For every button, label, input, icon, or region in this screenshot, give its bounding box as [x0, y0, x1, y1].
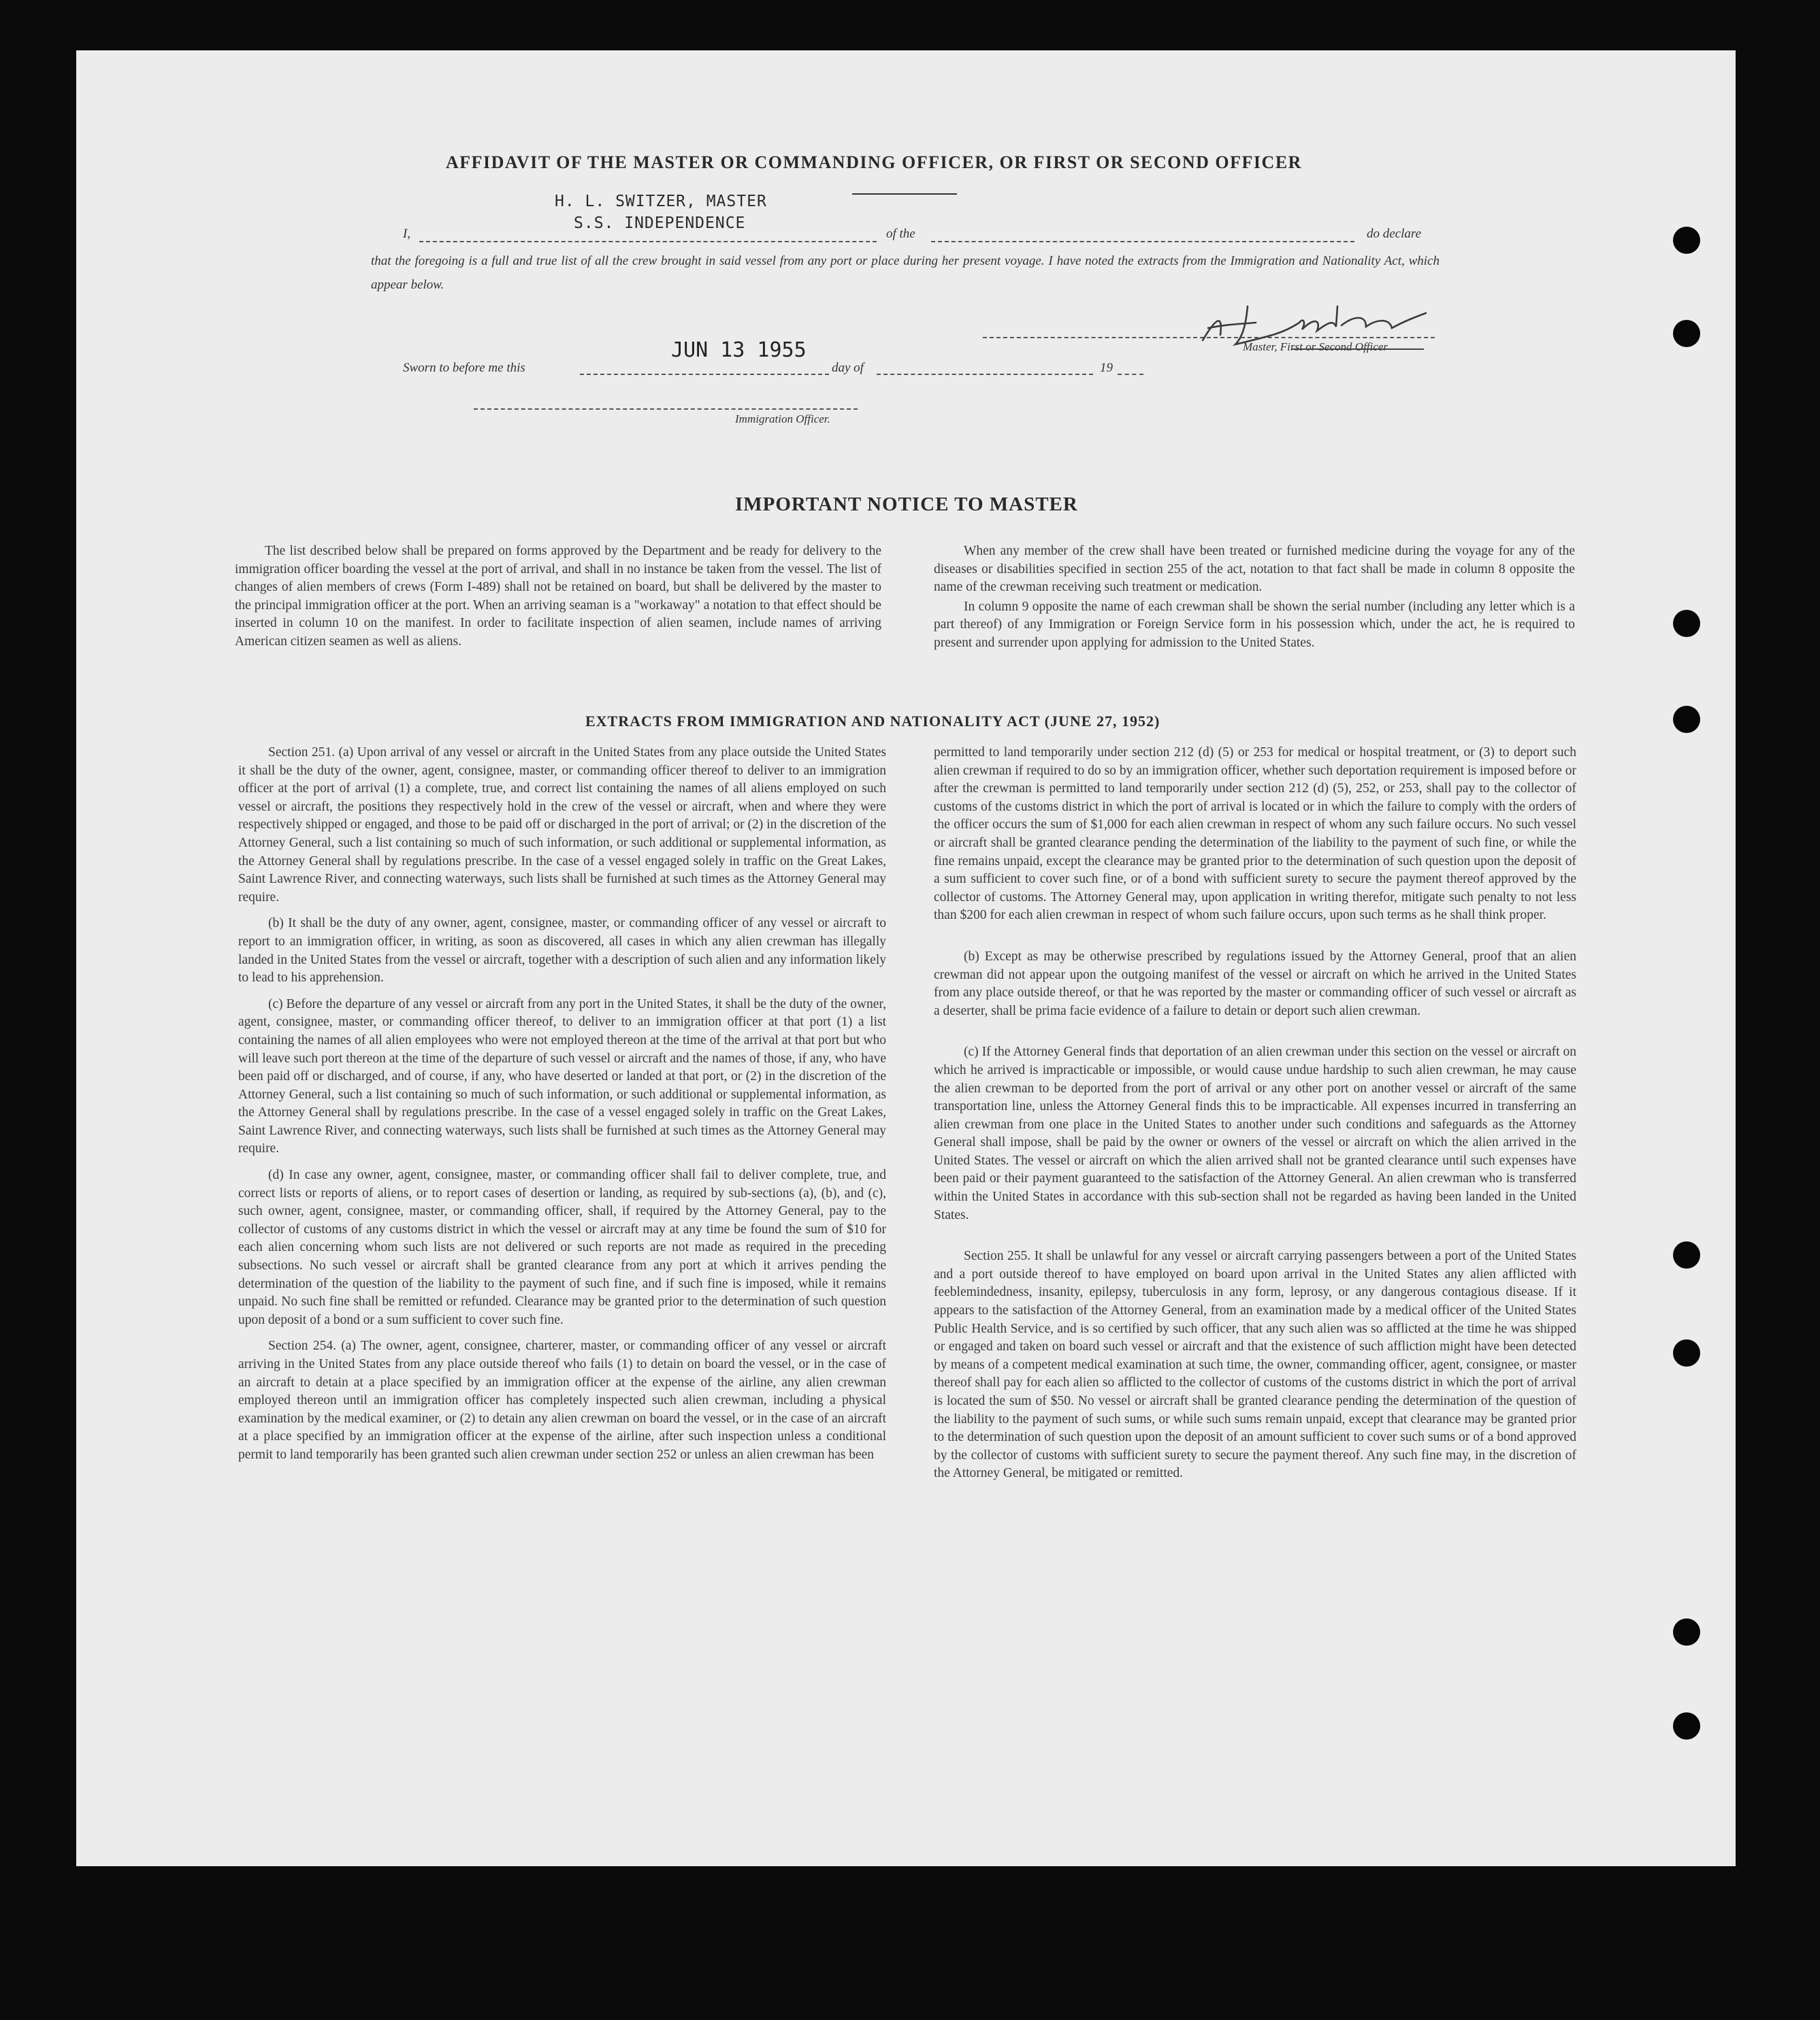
section-254-c: (c) If the Attorney General finds that deportation of an alien crewman under this section on the vessel or aircraft on which he arrived is impracticable or impossible, or would cause undue hardship to such alien crewman, he may cause the alien crewman to be deported from the port of arrival or any other port on another vessel or aircraft of the same transportation line, unless the Attorney General finds this to be impracticable. All expenses incurred in transferring an alien crewman from one place in the United States to another under such conditions and safeguards as the Attorney General shall impose, shall be paid by the owner or owners of the vessel or aircraft on which the alien arrived in the United States. The vessel or aircraft on which the alien arrived shall not be granted clearance until such expenses have been paid or their payment guaranteed to the satisfaction of the Attorney General. An alien crewman who is transferred within the United States in accordance with this sub-section shall not be regarded as having been landed in the United States.	[934, 1045, 1576, 1222]
notice-right-paragraph-1: When any member of the crew shall have been treated or furnished medicine during the voyage for any of the diseases or disabilities specified in section 255 of the act, notation to that fact shall be made in column 8 opposite the name of the crewman receiving such treatment or medication.	[934, 544, 1575, 595]
punch-hole	[1673, 1339, 1700, 1367]
notice-left-paragraph: The list described below shall be prepared on forms approved by the Department and be ready for delivery to the immigration officer boarding the vessel at the port of arrival, and shall in no instance be taken from the vessel. The list of changes of alien members of crews (Form I-489) shall not be retained on board, but shall be delivered by the master to the principal immigration officer at the port. When an arriving seaman is a "workaway" a notation to that effect should be inserted in column 10 on the manifest. In order to facilitate inspection of alien seamen, include names of arriving American citizen seamen as well as aliens.	[235, 544, 881, 649]
declaration-text: that the foregoing is a full and true list of all the crew brought in said vessel from any port or place during her present voyage. I have noted the extracts from the Immigration and Nationality Act, which appear below.	[371, 254, 1440, 292]
section-251-b: (b) It shall be the duty of any owner, agent, consignee, master, or commanding officer of any vessel or aircraft to report to an immigration officer, in writing, as soon as discovered, all cases in which any alien crewman has illegally landed in the United States from the vessel or aircraft, together with a description of such alien and any information likely to lead to his apprehension.	[238, 916, 886, 985]
punch-hole	[1673, 706, 1700, 733]
strikethrough-officer	[1292, 348, 1424, 350]
sworn-date-stamp: JUN 13 1955	[671, 338, 807, 362]
section-251-a: Section 251. (a) Upon arrival of any vessel or aircraft in the United States from any place outside the United States it shall be the duty of the owner, agent, consignee, master, or commanding officer thereof to deliver to an immigration officer at the port of arrival (1) a complete, true, and correct list containing the names of all aliens employed on such vessel or aircraft, the positions they respectively hold in the crew of the vessel or aircraft, when and where they were respectively shipped or engaged, and those to be paid off or discharged in the port of arrival; or (2) in the discretion of the Attorney General, such a list containing so much of such information, or such additional or supplemental information, as the Attorney General shall by regulations prescribe. In the case of a vessel engaged solely in traffic on the Great Lakes, Saint Lawrence River, and connecting waterways, such lists shall be furnished at such times as the Attorney General may require.	[238, 745, 886, 905]
notice-right-column	[934, 542, 1575, 661]
punch-hole	[1673, 610, 1700, 637]
typed-vessel-name: S.S. INDEPENDENCE	[574, 214, 746, 232]
officer-signature-line	[474, 408, 858, 410]
extracts-right-column	[934, 744, 1576, 1491]
day-of-label: day of	[832, 361, 864, 375]
typed-master-name: H. L. SWITZER, MASTER	[555, 193, 767, 210]
extracts-title: EXTRACTS FROM IMMIGRATION AND NATIONALITY ACT (JUNE 27, 1952)	[585, 713, 1160, 730]
section-254-a: Section 254. (a) The owner, agent, consignee, charterer, master, or commanding officer of any vessel or aircraft arriving in the United States from any place outside thereof who fails (1) to detain on board the vessel, or in the case of an aircraft to detain at a place specified by an immigration officer at the expense of the airline, any alien crewman employed thereon until an immigration officer has completely inspected such alien crewman, including a physical examination by the medical examiner, or (2) to detain any alien crewman on board the vessel, or in the case of an aircraft at a place specified by an immigration officer at the expense of the airline, after such inspection unless a conditional permit to land temporarily has been granted such alien crewman under section 252 or unless an alien crewman has been	[238, 1339, 886, 1462]
label-i: I,	[403, 227, 411, 241]
sworn-label: Sworn to before me this	[403, 361, 525, 375]
section-251-c: (c) Before the departure of any vessel or aircraft from any port in the United States, it shall be the duty of the owner, agent, consignee, master, or commanding officer thereof, to deliver to an immigration officer at that port (1) a list containing the names of all alien employees who were not employed thereon at the time of the arrival at that port but who will leave such port thereon at the time of the departure of such vessel or aircraft and the names of those, if any, who have been paid off or discharged, and of course, if any, who have deserted or landed at that port, or (2) in the discretion of the Attorney General, such a list containing so much of such information, or such additional or supplemental information, as the Attorney General shall by regulations prescribe. In the case of a vessel engaged solely in traffic on the Great Lakes, Saint Lawrence River, and connecting waterways, such lists shall be furnished at such times as the Attorney General may require.	[238, 996, 886, 1156]
section-254-a-continued: permitted to land temporarily under section 212 (d) (5) or 253 for medical or hospital treatment, or (3) to deport such alien crewman if required to do so by an immigration officer, whether such deportation requirement is imposed before or after the crewman is permitted to land temporarily under section 212 (d) (5), 252, or 253, shall pay to the collector of customs of the customs district in which the port of arrival is located or in which the failure to comply with the orders of the officer occurs the sum of $1,000 for each alien crewman in respect of whom any such failure occurs. No such vessel or aircraft shall be granted clearance pending the determination of the liability to the payment of such fine, or while the fine remains unpaid, except the clearance may be granted prior to the determination of such question upon the deposit of a sum sufficient to cover such fine, or of a bond with sufficient surety to secure the payment thereof approved by the collector of customs. The Attorney General may, upon application in writing therefor, mitigate such penalty to not less than $200 for each alien crewman in respect of whom such failure occurs, upon such terms as he shall think proper.	[934, 745, 1576, 923]
section-251-d: (d) In case any owner, agent, consignee, master, or commanding officer shall fail to deliver complete, true, and correct lists or reports of aliens, or to report cases of desertion or landing, as required by sub-sections (a), (b), and (c), such owner, agent, consignee, master, or commanding officer, shall, if required by the Attorney General, pay to the collector of customs of any customs district in which the vessel or aircraft may at any time be found the sum of $10 for each alien concerning whom such lists are not delivered or such reports are not made as required in the preceding subsections. No such vessel or aircraft shall be granted clearance from any port at which it arrives pending the determination of the question of the liability to the payment of such fine, and if such fine is imposed, while it remains unpaid. No such fine shall be remitted or refunded. Clearance may be granted prior to the determination of such question upon deposit of a bond or a sum sufficient to cover such fine.	[238, 1168, 886, 1327]
punch-hole	[1673, 1241, 1700, 1269]
sworn-day-line	[580, 374, 829, 375]
label-of-the: of the	[886, 227, 915, 241]
title-rule	[852, 193, 957, 195]
label-do-declare: do declare	[1367, 227, 1422, 241]
year-line	[1118, 374, 1143, 375]
notice-right-paragraph-2: In column 9 opposite the name of each crewman shall be shown the serial number (including any letter which is a part thereof) of any Immigration or Foreign Service form in his possession which, under the act, he is required to present and surrender upon applying for admission to the United States.	[934, 599, 1575, 650]
punch-hole	[1673, 227, 1700, 254]
punch-hole	[1673, 320, 1700, 347]
affidavit-title: AFFIDAVIT OF THE MASTER OR COMMANDING OFFICER, OR FIRST OR SECOND OFFICER	[446, 152, 1302, 172]
section-255: Section 255. It shall be unlawful for any vessel or aircraft carrying passengers between a port of the United States and a port outside thereof to have employed on board upon arrival in the United States any alien afflicted with feeblemindedness, insanity, epilepsy, tuberculosis in any form, leprosy, or any dangerous contagious disease. If it appears to the satisfaction of the Attorney General, from an examination made by a medical officer of the United States Public Health Service, and is so certified by such officer, that any such alien was so afflicted at the time he was shipped or engaged and taken on board such vessel or aircraft and that the existence of such affliction might have been detected by means of a competent medical examination at such time, the owner, commanding officer, agent, consignee, or master thereof shall pay for each alien so afflicted to the collector of customs of the customs district in which the port of arrival is located the sum of $50. No vessel or aircraft shall be granted clearance pending the determination of the question of the liability to the payment of such sums, or while such sums remain unpaid, except that clearance may be granted prior to the determination of such question upon the deposit of an amount sufficient to cover such sums or of a bond approved by the collector of customs with sufficient surety to secure the payment thereof. Any such fine may, in the discretion of the Attorney General, be mitigated or remitted.	[934, 1249, 1576, 1481]
month-line	[877, 374, 1093, 375]
year-prefix: 19	[1100, 361, 1113, 375]
signature-caption: Master, First or Second Officer	[1243, 340, 1388, 353]
punch-hole	[1673, 1618, 1700, 1646]
notice-title: IMPORTANT NOTICE TO MASTER	[735, 493, 1078, 515]
officer-caption: Immigration Officer.	[735, 412, 830, 425]
notice-left-column	[235, 542, 881, 659]
section-254-b: (b) Except as may be otherwise prescribed by regulations issued by the Attorney General, proof that an alien crewman did not appear upon the outgoing manifest of the vessel or aircraft on which he arrived in the United States from any place outside thereof, or that he was reported by the master or commanding officer of such vessel or aircraft as a deserter, shall be prima facie evidence of a failure to detain or deport such alien crewman.	[934, 949, 1576, 1018]
vessel-blank-line	[931, 241, 1354, 242]
name-blank-line	[419, 241, 877, 242]
extracts-left-column	[238, 744, 886, 1473]
punch-hole	[1673, 1712, 1700, 1740]
